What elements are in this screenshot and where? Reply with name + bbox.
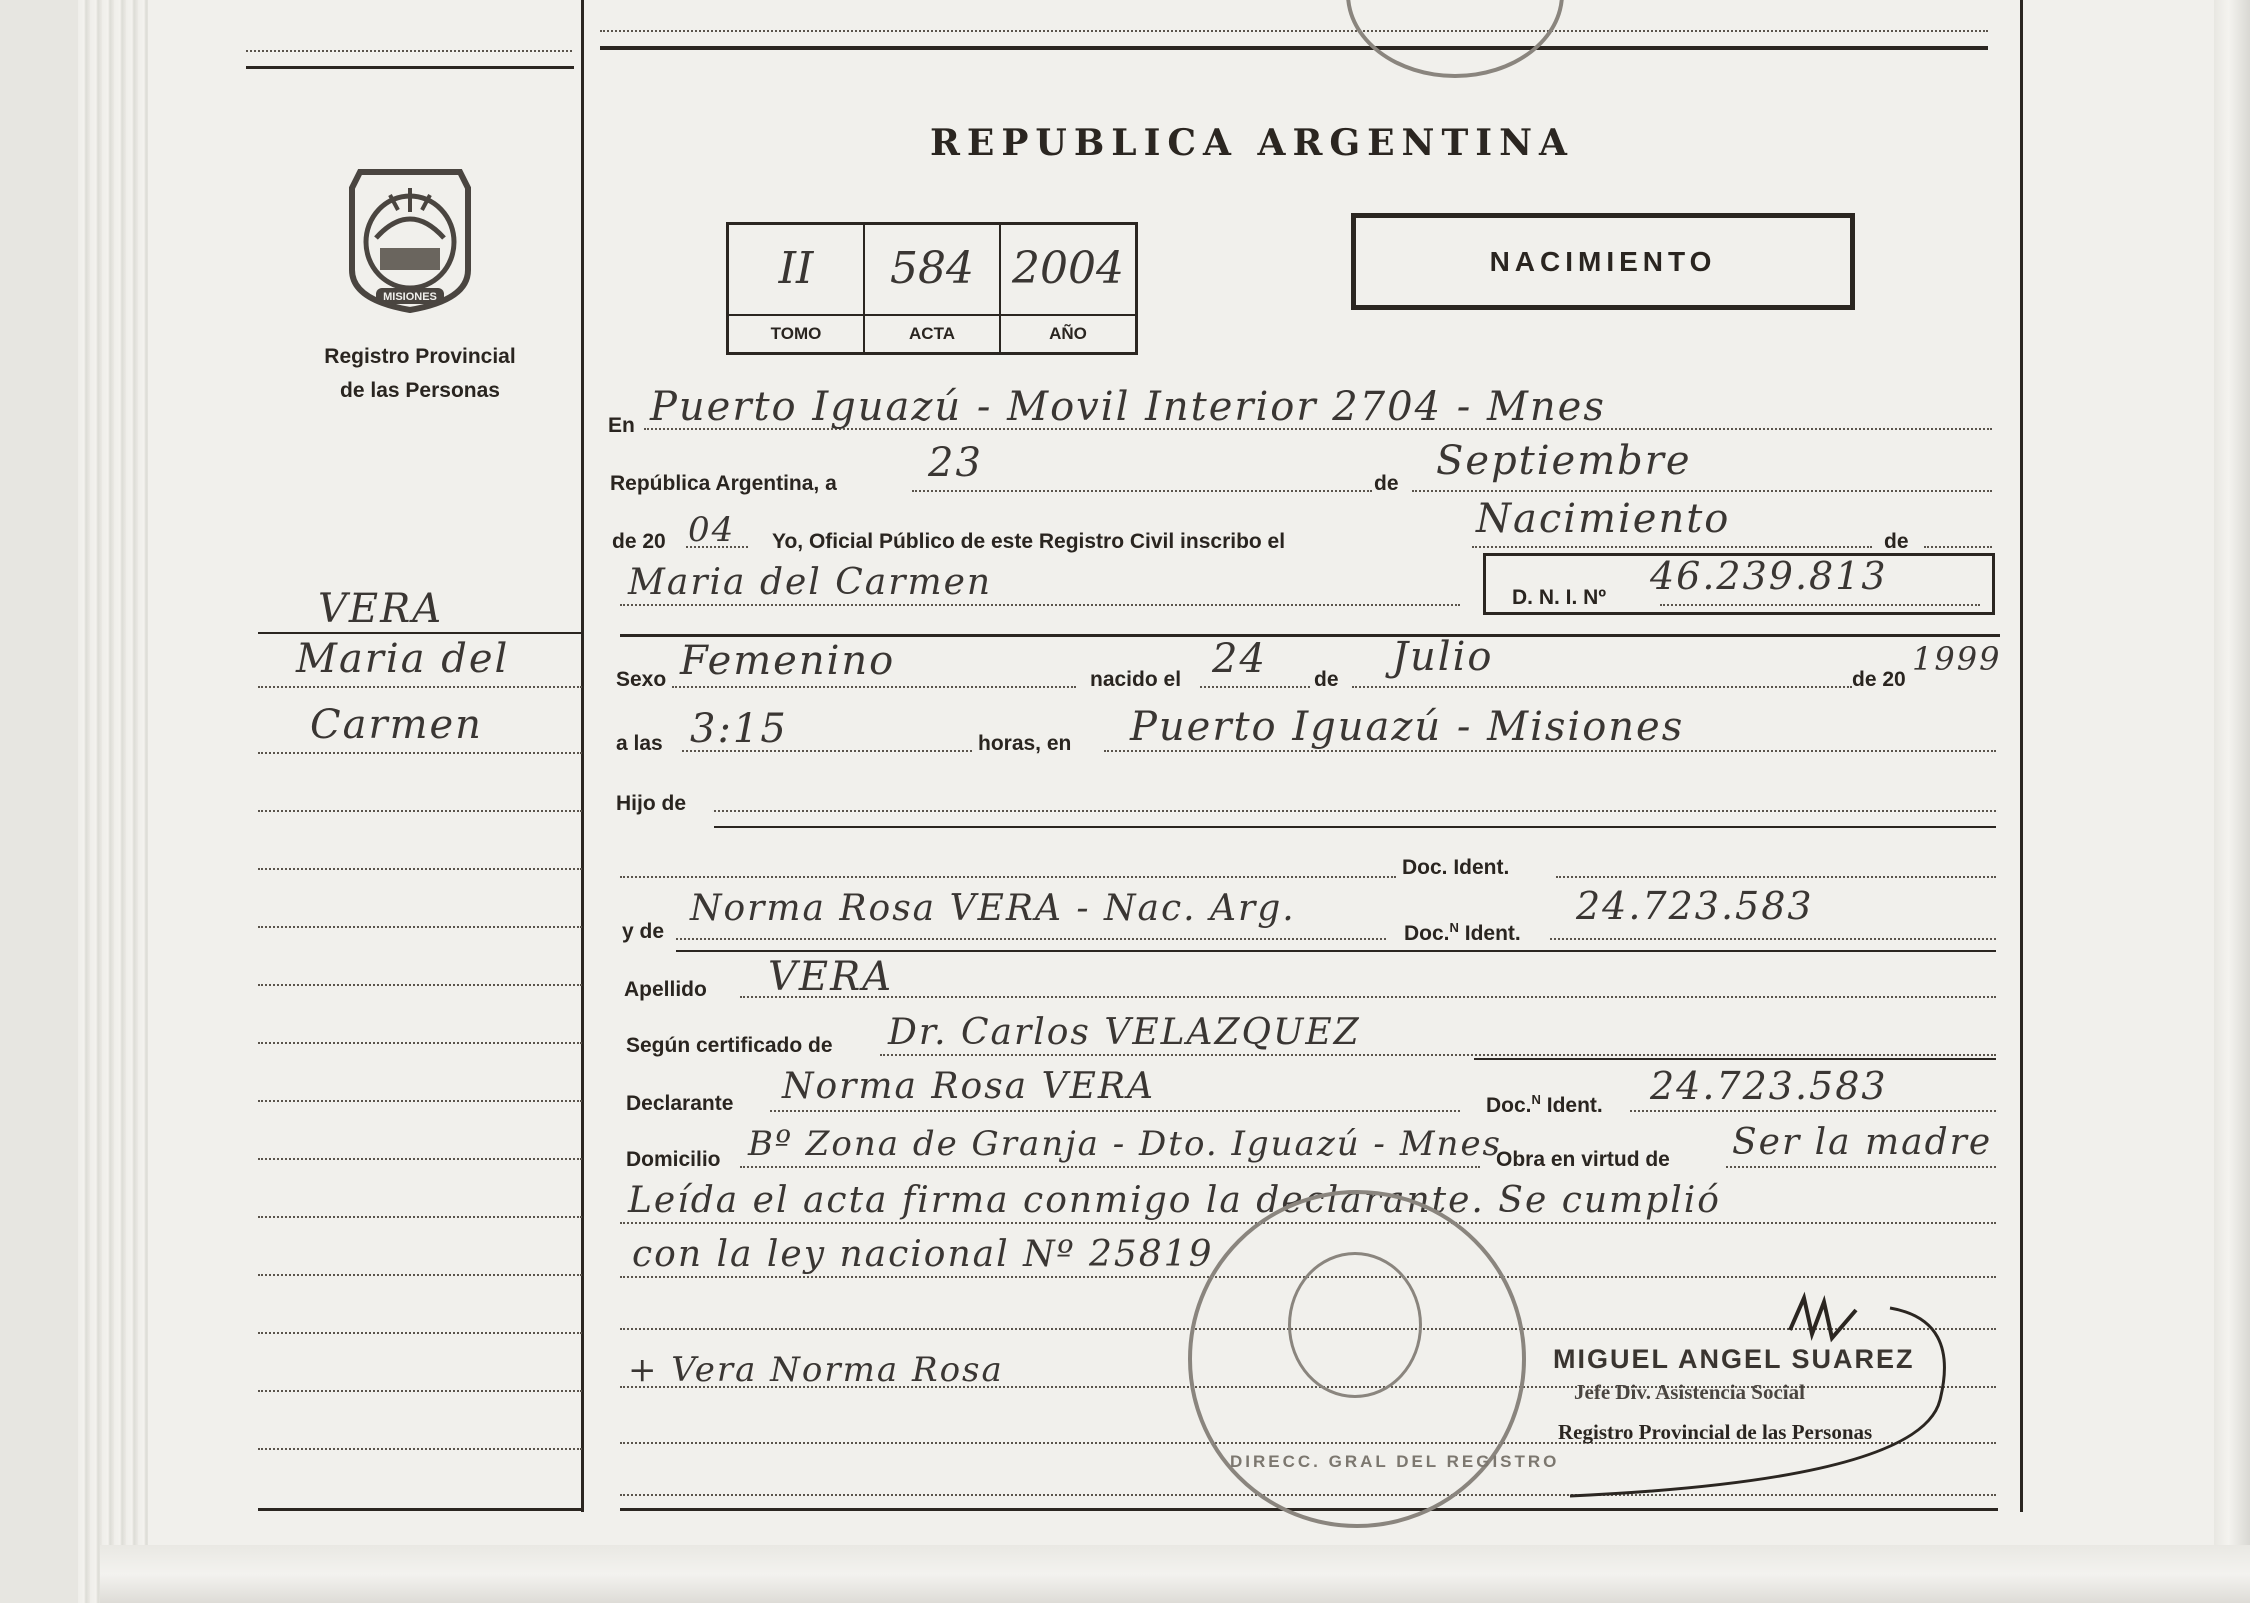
year-prefix-label: de 20 (612, 530, 666, 553)
tomo-cell (729, 225, 865, 352)
book-bottom-edge (100, 1545, 2250, 1603)
misiones-coat-of-arms-logo (340, 160, 480, 320)
right-border (2020, 0, 2023, 1512)
country-label: República Argentina, a (610, 472, 837, 495)
authority-label: Obra en virtud de (1496, 1148, 1670, 1171)
declarant-doc-value: 24.723.583 (1650, 1064, 1888, 1108)
dni-value: 46.239.813 (1650, 554, 1888, 598)
official-name: MIGUEL ANGEL SUAREZ (1553, 1344, 1915, 1374)
address-value: Bº Zona de Granja - Dto. Iguazú - Mnes (748, 1124, 1503, 1164)
official-stamp-inner (1288, 1252, 1422, 1398)
authority-value: Ser la madre (1732, 1122, 1993, 1163)
born-day-value: 24 (1212, 636, 1267, 682)
mother-name-value: Norma Rosa VERA - Nac. Arg. (690, 888, 1296, 929)
surname-label: Apellido (624, 978, 707, 1001)
ano-cell (1001, 225, 1135, 352)
margin-surname: VERA (318, 586, 444, 632)
certificate-value: Dr. Carlos VELAZQUEZ (888, 1012, 1361, 1053)
hours-label: horas, en (978, 732, 1072, 755)
and-of-label: y de (622, 920, 665, 943)
born-label: nacido el (1090, 668, 1182, 691)
official-office: Registro Provincial de las Personas (1558, 1420, 1873, 1444)
acta-cell (865, 225, 1001, 352)
place-value: Puerto Iguazú - Movil Interior 2704 - Mnes (650, 384, 1606, 430)
act-de-label: de (1884, 530, 1909, 553)
mother-doc-value: 24.723.583 (1576, 884, 1814, 928)
certificate-label: Según certificado de (626, 1034, 833, 1057)
declarant-value: Norma Rosa VERA (782, 1066, 1155, 1107)
book-right-edge (2214, 0, 2250, 1603)
officer-text: Yo, Oficial Público de este Registro Civil inscribo el (772, 530, 1286, 553)
born-year-label: de 20 (1852, 668, 1906, 691)
svg-text:MISIONES: MISIONES (383, 291, 437, 303)
year-suffix-value: 04 (688, 510, 736, 550)
stamp-text: DIRECC. GRAL DEL REGISTRO (1230, 1452, 1560, 1471)
margin-given-name-2: Carmen (310, 702, 483, 748)
declarant-signature: + Vera Norma Rosa (628, 1350, 1004, 1390)
official-title: Jefe Div. Asistencia Social (1574, 1380, 1805, 1404)
remarks-line-1: Leída el acta firma conmigo la declarante. Se cumplió (628, 1180, 1721, 1221)
declarant-label: Declarante (626, 1092, 734, 1115)
time-label: a las (616, 732, 663, 755)
acta-label: ACTA (865, 314, 999, 352)
month-de-label: de (1374, 472, 1399, 495)
margin-given-name: Maria del (296, 636, 510, 682)
declarant-doc-label: Doc.$^N$ Ident. (1486, 1092, 1603, 1117)
born-year-value: 1999 (1912, 640, 2002, 678)
registry-office-label: Registro Provincial de las Personas (324, 345, 516, 402)
act-type-box: NACIMIENTO (1351, 213, 1855, 310)
day-value: 23 (928, 440, 983, 486)
acta-value: 584 (890, 243, 974, 294)
record-number-table (726, 222, 1138, 355)
place-label: En (608, 414, 635, 437)
surname-value: VERA (768, 954, 894, 1000)
ano-value: 2004 (1012, 243, 1124, 294)
dni-label: D. N. I. Nº (1512, 586, 1607, 609)
tomo-label: TOMO (729, 314, 863, 352)
born-de-label: de (1314, 668, 1339, 691)
document-title: REPUBLICA ARGENTINA (930, 122, 1574, 164)
left-column-border (581, 0, 584, 1512)
child-name-value: Maria del Carmen (628, 562, 993, 603)
mother-doc-label: Doc.$^N$ Ident. (1404, 920, 1521, 945)
month-value: Septiembre (1436, 438, 1692, 484)
remarks-line-2: con la ley nacional Nº 25819 (632, 1234, 1214, 1275)
time-value: 3:15 (690, 706, 788, 752)
ano-label: AÑO (1001, 314, 1135, 352)
birth-place-value: Puerto Iguazú - Misiones (1130, 704, 1685, 750)
sex-value: Femenino (680, 638, 896, 684)
child-of-label: Hijo de (616, 792, 687, 815)
sex-label: Sexo (616, 668, 667, 691)
father-doc-label: Doc. Ident. (1402, 856, 1510, 879)
born-month-value: Julio (1392, 634, 1494, 680)
act-value: Nacimiento (1476, 496, 1731, 542)
tomo-value: II (778, 243, 814, 294)
address-label: Domicilio (626, 1148, 721, 1171)
